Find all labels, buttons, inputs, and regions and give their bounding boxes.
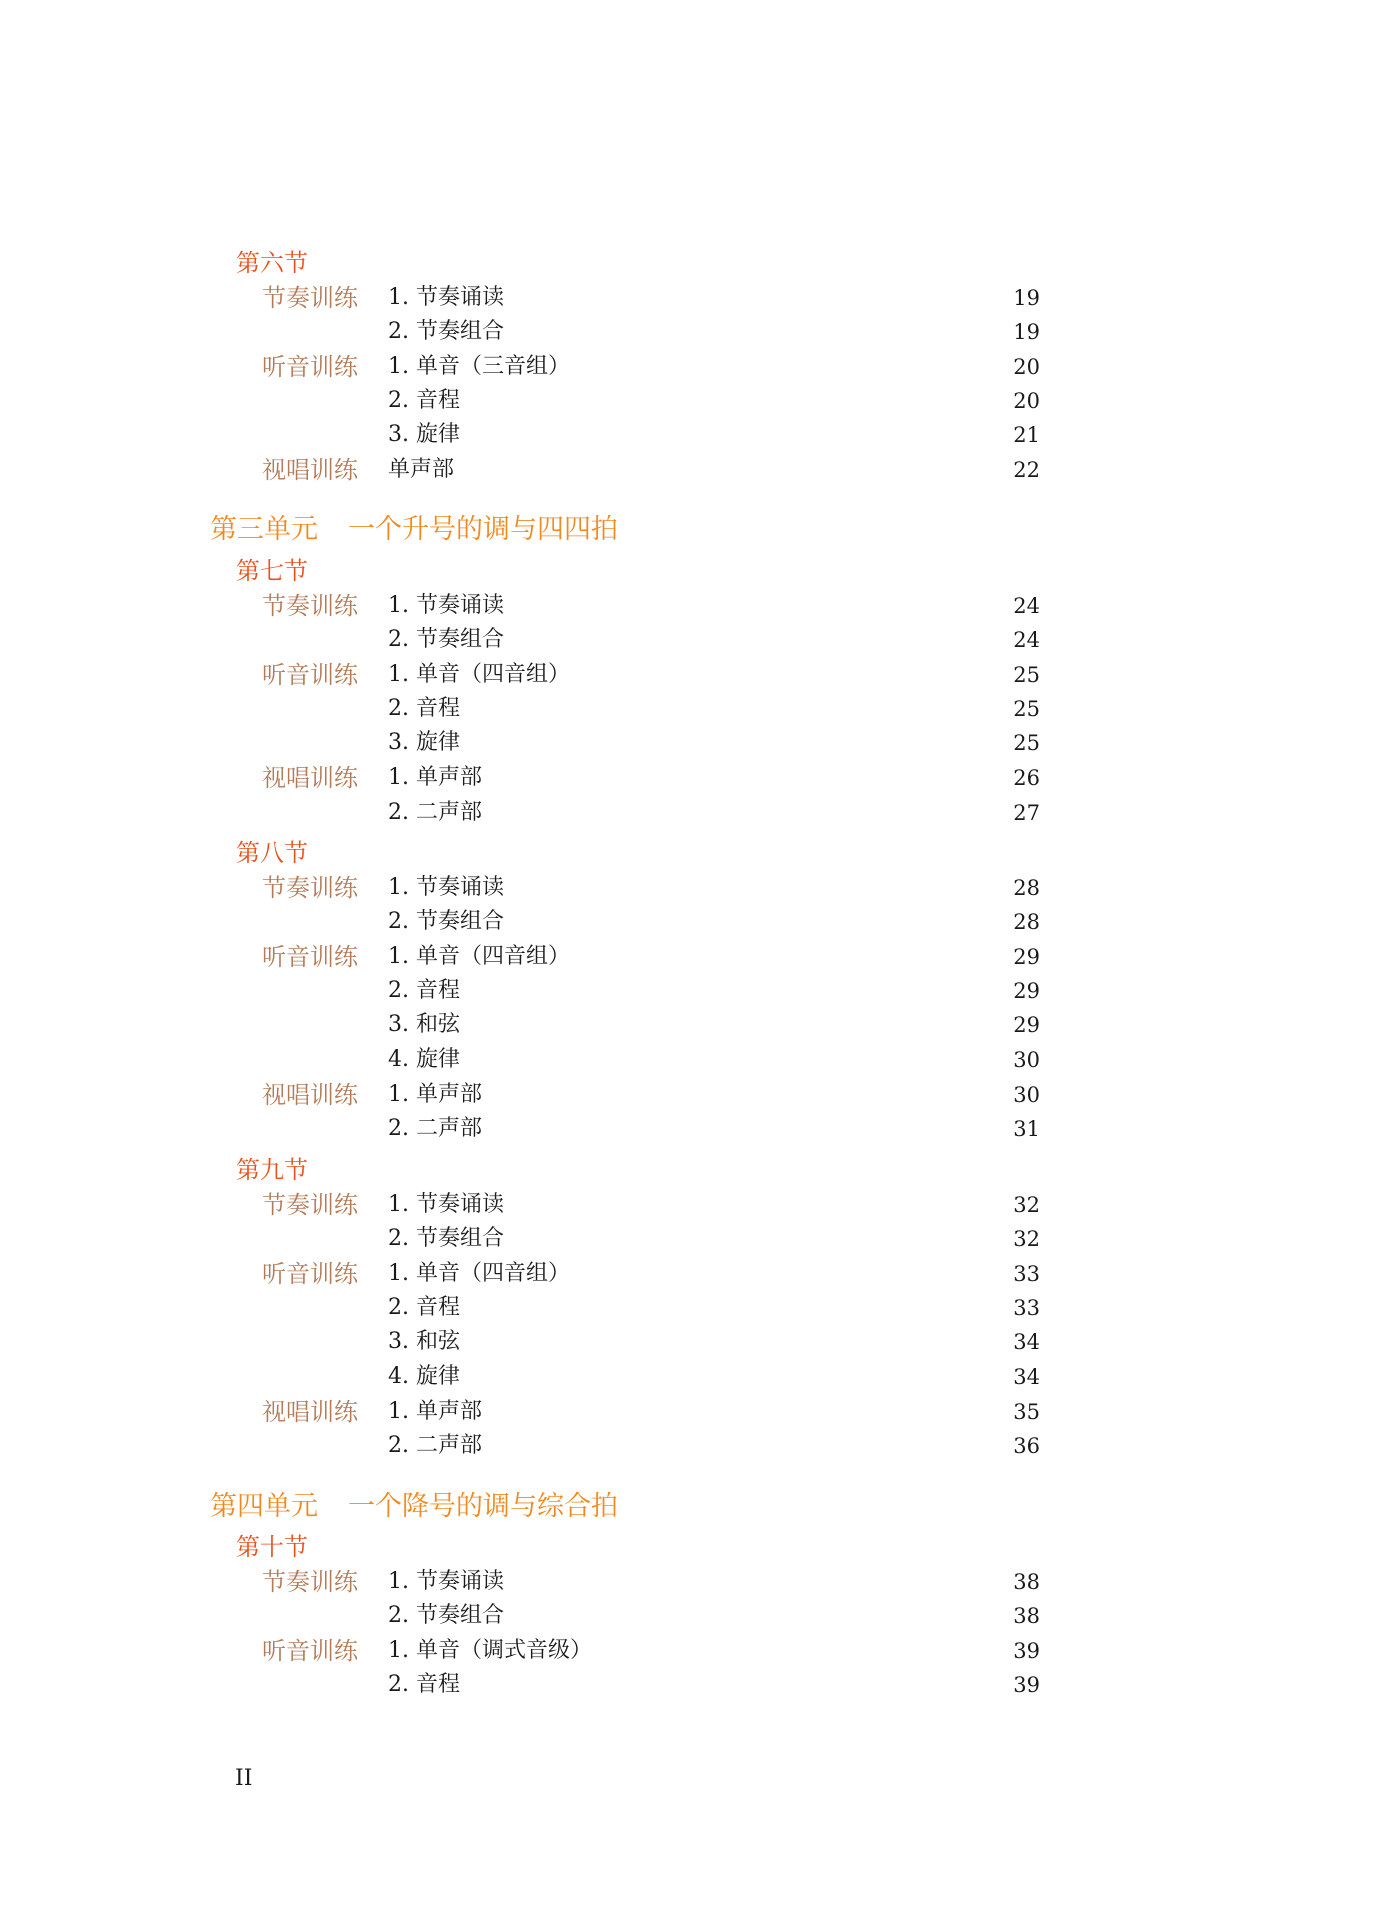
entry-page-number: 28 — [1013, 910, 1040, 934]
entry-page-number: 30 — [1013, 1048, 1040, 1072]
entry-title: 2. 音程 — [388, 1295, 460, 1320]
entry-title: 2. 二声部 — [388, 1433, 482, 1458]
entry-page-number: 34 — [1013, 1330, 1040, 1354]
entry-title: 3. 和弦 — [388, 1329, 460, 1354]
entry-page-number: 21 — [1013, 423, 1040, 447]
entry-title: 单声部 — [388, 457, 455, 482]
unit-heading — [0, 1490, 1394, 1524]
entry-page-number: 26 — [1013, 766, 1040, 790]
toc-entry — [0, 384, 1394, 418]
entry-title: 2. 音程 — [388, 696, 460, 721]
entry-page-number: 29 — [1013, 1013, 1040, 1037]
toc-entry — [0, 1291, 1394, 1325]
toc-entry — [0, 1008, 1394, 1042]
section-heading — [0, 246, 1394, 280]
toc-entry — [0, 1257, 1394, 1291]
entry-page-number: 38 — [1013, 1570, 1040, 1594]
toc-entry — [0, 1325, 1394, 1359]
unit-heading — [0, 513, 1394, 547]
entry-category: 听音训练 — [262, 1637, 358, 1665]
section-heading — [0, 554, 1394, 588]
entry-page-number: 31 — [1013, 1117, 1040, 1141]
entry-title: 2. 二声部 — [388, 800, 482, 825]
unit-number: 第四单元 — [210, 1491, 318, 1522]
toc-entry — [0, 1634, 1394, 1668]
toc-entry — [0, 589, 1394, 623]
entry-title: 1. 单音（四音组） — [388, 944, 570, 969]
section-title: 第十节 — [236, 1533, 308, 1561]
entry-page-number: 33 — [1013, 1296, 1040, 1320]
entry-title: 4. 旋律 — [388, 1364, 460, 1389]
toc-entry — [0, 692, 1394, 726]
entry-page-number: 38 — [1013, 1604, 1040, 1628]
entry-page-number: 24 — [1013, 628, 1040, 652]
toc-entry — [0, 1360, 1394, 1394]
entry-title: 2. 音程 — [388, 1672, 460, 1697]
entry-category: 听音训练 — [262, 661, 358, 689]
entry-title: 3. 旋律 — [388, 422, 460, 447]
entry-category: 视唱训练 — [262, 456, 358, 484]
toc-entry — [0, 453, 1394, 487]
entry-title: 1. 单音（四音组） — [388, 662, 570, 687]
toc-entry — [0, 1395, 1394, 1429]
toc-entry — [0, 1188, 1394, 1222]
toc-entry — [0, 871, 1394, 905]
toc-entry — [0, 796, 1394, 830]
entry-title: 1. 节奏诵读 — [388, 1192, 504, 1217]
entry-page-number: 27 — [1013, 801, 1040, 825]
entry-page-number: 19 — [1013, 286, 1040, 310]
entry-title: 3. 旋律 — [388, 730, 460, 755]
entry-title: 1. 节奏诵读 — [388, 875, 504, 900]
entry-title: 1. 节奏诵读 — [388, 1569, 504, 1594]
entry-page-number: 39 — [1013, 1673, 1040, 1697]
toc-entry — [0, 1565, 1394, 1599]
entry-page-number: 29 — [1013, 945, 1040, 969]
entry-page-number: 24 — [1013, 594, 1040, 618]
section-heading — [0, 1153, 1394, 1187]
entry-page-number: 33 — [1013, 1262, 1040, 1286]
toc-entry — [0, 1599, 1394, 1633]
entry-title: 3. 和弦 — [388, 1012, 460, 1037]
entry-title: 2. 二声部 — [388, 1116, 482, 1141]
toc-entry — [0, 1668, 1394, 1702]
entry-category: 视唱训练 — [262, 1081, 358, 1109]
toc-entry — [0, 905, 1394, 939]
entry-category: 听音训练 — [262, 943, 358, 971]
entry-page-number: 20 — [1013, 389, 1040, 413]
entry-title: 1. 单声部 — [388, 1082, 482, 1107]
entry-page-number: 36 — [1013, 1434, 1040, 1458]
entry-category: 视唱训练 — [262, 764, 358, 792]
entry-page-number: 25 — [1013, 731, 1040, 755]
toc-entry — [0, 1078, 1394, 1112]
entry-title: 2. 节奏组合 — [388, 319, 504, 344]
entry-title: 4. 旋律 — [388, 1047, 460, 1072]
entry-page-number: 22 — [1013, 458, 1040, 482]
toc-entry — [0, 726, 1394, 760]
entry-title: 2. 节奏组合 — [388, 909, 504, 934]
entry-category: 节奏训练 — [262, 1568, 358, 1596]
entry-title: 2. 音程 — [388, 978, 460, 1003]
section-heading — [0, 1530, 1394, 1564]
toc-entry — [0, 350, 1394, 384]
section-title: 第六节 — [236, 249, 308, 277]
toc-entry — [0, 974, 1394, 1008]
entry-page-number: 32 — [1013, 1227, 1040, 1251]
unit-number: 第三单元 — [210, 514, 318, 545]
entry-page-number: 34 — [1013, 1365, 1040, 1389]
entry-category: 节奏训练 — [262, 1191, 358, 1219]
entry-title: 2. 节奏组合 — [388, 627, 504, 652]
entry-category: 视唱训练 — [262, 1398, 358, 1426]
entry-category: 听音训练 — [262, 353, 358, 381]
entry-page-number: 30 — [1013, 1083, 1040, 1107]
entry-page-number: 29 — [1013, 979, 1040, 1003]
section-heading — [0, 836, 1394, 870]
entry-title: 1. 单音（三音组） — [388, 354, 570, 379]
toc-entry — [0, 1222, 1394, 1256]
section-title: 第九节 — [236, 1156, 308, 1184]
entry-page-number: 39 — [1013, 1639, 1040, 1663]
unit-subtitle: 一个降号的调与综合拍 — [348, 1491, 618, 1522]
section-title: 第八节 — [236, 839, 308, 867]
toc-entry — [0, 623, 1394, 657]
toc-entry — [0, 1043, 1394, 1077]
entry-title: 2. 节奏组合 — [388, 1226, 504, 1251]
entry-title: 1. 单音（四音组） — [388, 1261, 570, 1286]
entry-title: 1. 单声部 — [388, 1399, 482, 1424]
toc-entry — [0, 940, 1394, 974]
entry-title: 2. 音程 — [388, 388, 460, 413]
entry-page-number: 19 — [1013, 320, 1040, 344]
unit-subtitle: 一个升号的调与四四拍 — [348, 514, 618, 545]
section-title: 第七节 — [236, 557, 308, 585]
entry-page-number: 32 — [1013, 1193, 1040, 1217]
entry-title: 1. 节奏诵读 — [388, 593, 504, 618]
entry-category: 节奏训练 — [262, 592, 358, 620]
entry-title: 2. 节奏组合 — [388, 1603, 504, 1628]
entry-title: 1. 单音（调式音级） — [388, 1638, 592, 1663]
toc-entry — [0, 761, 1394, 795]
entry-page-number: 20 — [1013, 355, 1040, 379]
toc-entry — [0, 658, 1394, 692]
entry-category: 节奏训练 — [262, 284, 358, 312]
toc-entry — [0, 1112, 1394, 1146]
unit-title — [210, 513, 618, 547]
toc-entry — [0, 281, 1394, 315]
toc-entry — [0, 418, 1394, 452]
entry-title: 1. 节奏诵读 — [388, 285, 504, 310]
entry-page-number: 25 — [1013, 697, 1040, 721]
entry-category: 听音训练 — [262, 1260, 358, 1288]
entry-title: 1. 单声部 — [388, 765, 482, 790]
entry-category: 节奏训练 — [262, 874, 358, 902]
entry-page-number: 28 — [1013, 876, 1040, 900]
entry-page-number: 35 — [1013, 1400, 1040, 1424]
entry-page-number: 25 — [1013, 663, 1040, 687]
unit-title — [210, 1490, 618, 1524]
toc-entry — [0, 1429, 1394, 1463]
toc-entry — [0, 315, 1394, 349]
page-number-folio: II — [235, 1766, 253, 1791]
